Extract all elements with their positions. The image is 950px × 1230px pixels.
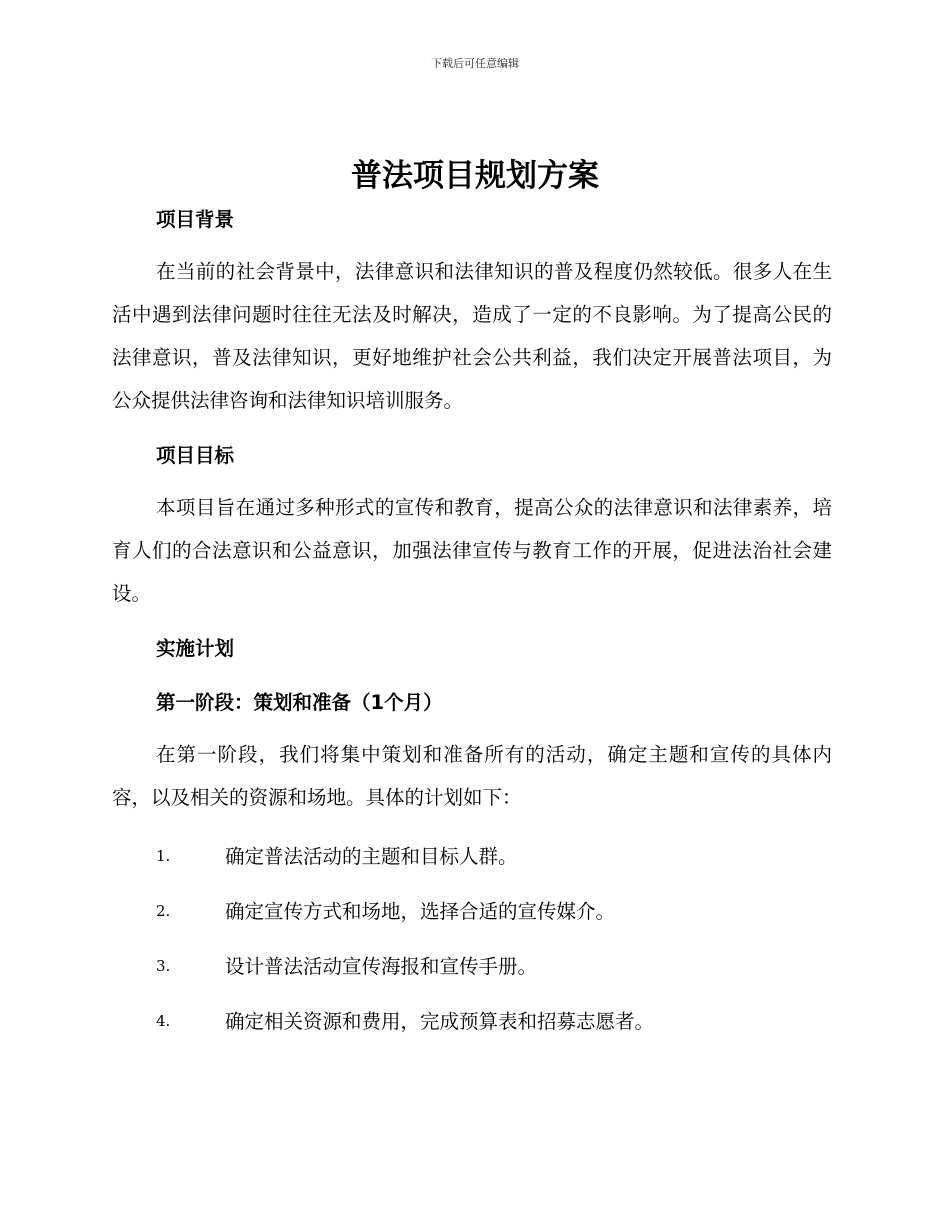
page-header: 下载后可任意编辑 [431,57,519,70]
document-body [112,196,832,1049]
phase1-task-list [112,829,832,1049]
list-item [112,939,832,994]
list-item-text: 确定相关资源和费用，完成预算表和招募志愿者。 [225,1010,655,1033]
list-item-number: 2. [156,902,171,920]
section-heading-background: 项目背景 [156,208,235,231]
list-item-number: 4. [156,1012,171,1030]
section-heading-goals: 项目目标 [156,444,235,467]
list-item-number: 3. [156,957,171,975]
list-item-text: 设计普法活动宣传海报和宣传手册。 [225,955,538,978]
list-item [112,994,832,1049]
section-heading-plan: 实施计划 [156,637,235,660]
list-item-number: 1. [156,847,171,865]
list-item [112,884,832,939]
phase1-heading: 第一阶段：策划和准备（1个月） [156,691,443,714]
list-item-text: 确定普法活动的主题和目标人群。 [225,845,518,868]
goals-paragraph: 本项目旨在通过多种形式的宣传和教育，提高公众的法律意识和法律素养，培育人们的合法意识和公益意识，加强法律宣传与教育工作的开展，促进法治社会建设。 [112,496,832,605]
background-paragraph: 在当前的社会背景中，法律意识和法律知识的普及程度仍然较低。很多人在生活中遇到法律问题时往往无法及时解决，造成了一定的不良影响。为了提高公民的法律意识，普及法律知识，更好地维护社会公共利益，我们决定开展普法项目，为公众提供法律咨询和法律知识培训服务。 [112,260,832,412]
list-item-text: 确定宣传方式和场地，选择合适的宣传媒介。 [225,900,616,923]
list-item [112,829,832,884]
document-title: 普法项目规划方案 [351,158,599,194]
phase1-paragraph: 在第一阶段，我们将集中策划和准备所有的活动，确定主题和宣传的具体内容，以及相关的资源和场地。具体的计划如下： [112,743,832,809]
